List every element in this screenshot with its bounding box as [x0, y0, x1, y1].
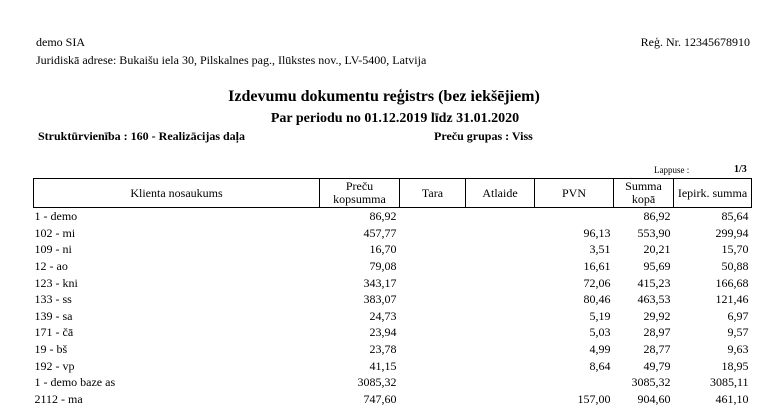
- cell-tare: [400, 208, 466, 225]
- cell-sum-total: 20,21: [643, 242, 671, 257]
- cell-goods-total: 383,07: [363, 292, 397, 307]
- cell-discount: [466, 258, 535, 275]
- table-row: [34, 291, 752, 308]
- cell-goods-total: 24,73: [369, 308, 397, 323]
- cell-discount: [466, 324, 535, 341]
- page-number: 1/3: [734, 164, 747, 175]
- cell-tare: [400, 308, 466, 325]
- table-body: [34, 208, 752, 408]
- cell-client: 19 - bš: [34, 342, 68, 357]
- cell-purchase-sum: 3085,11: [709, 375, 749, 390]
- cell-discount: [466, 391, 535, 408]
- table-row: [34, 357, 752, 374]
- cell-sum-total: 553,90: [637, 225, 671, 240]
- col-header-vat: PVN: [535, 179, 614, 208]
- cell-vat: 80,46: [583, 292, 611, 307]
- cell-client: 133 - ss: [34, 292, 72, 307]
- col-header-sum-total: Summa kopā: [614, 179, 674, 208]
- cell-goods-total: 16,70: [369, 242, 397, 257]
- structural-unit: Struktūrvienība : 160 - Realizācijas daļa: [38, 129, 245, 143]
- table-row: [34, 225, 752, 242]
- table-row: [34, 258, 752, 275]
- cell-client: 102 - mi: [34, 225, 76, 240]
- col-header-tare: Tara: [400, 179, 466, 208]
- registration-number: Reģ. Nr. 12345678910: [640, 35, 750, 49]
- cell-purchase-sum: 9,57: [727, 325, 749, 340]
- cell-sum-total: 28,77: [643, 342, 671, 357]
- cell-vat: 3,51: [589, 242, 611, 257]
- page-label: Lappuse :: [654, 165, 690, 175]
- cell-client: 12 - ao: [34, 259, 68, 274]
- cell-vat: [535, 374, 614, 391]
- company-name: demo SIA: [36, 35, 85, 49]
- table-row: [34, 341, 752, 358]
- cell-vat: 72,06: [583, 275, 611, 290]
- report-title: Izdevumu dokumentu reģistrs (bez iekšējiem): [228, 88, 540, 105]
- cell-sum-total: 904,60: [637, 391, 671, 406]
- cell-purchase-sum: 461,10: [715, 391, 749, 406]
- cell-client: 171 - čā: [34, 325, 74, 340]
- cell-tare: [400, 258, 466, 275]
- legal-address: Juridiskā adrese: Bukaišu iela 30, Pilskalnes pag., Ilūkstes nov., LV-5400, Latvija: [36, 53, 427, 67]
- cell-goods-total: 457,77: [363, 225, 397, 240]
- cell-sum-total: 28,97: [643, 325, 671, 340]
- table-row: [34, 241, 752, 258]
- cell-discount: [466, 341, 535, 358]
- cell-vat: 157,00: [577, 391, 611, 406]
- cell-goods-total: 23,94: [369, 325, 397, 340]
- cell-discount: [466, 374, 535, 391]
- cell-client: 109 - ni: [34, 242, 72, 257]
- cell-vat: 5,03: [589, 325, 611, 340]
- cell-purchase-sum: 299,94: [715, 225, 749, 240]
- register-table: [33, 178, 752, 407]
- cell-purchase-sum: 6,97: [727, 308, 749, 323]
- goods-group: Preču grupas : Viss: [434, 129, 533, 143]
- cell-purchase-sum: 50,88: [721, 259, 749, 274]
- cell-goods-total: 86,92: [369, 209, 397, 224]
- col-header-client: Klienta nosaukums: [34, 179, 320, 208]
- table-row: [34, 391, 752, 408]
- cell-tare: [400, 241, 466, 258]
- cell-purchase-sum: 166,68: [715, 275, 749, 290]
- cell-discount: [466, 241, 535, 258]
- table-row: [34, 308, 752, 325]
- cell-tare: [400, 274, 466, 291]
- cell-goods-total: 41,15: [369, 358, 397, 373]
- cell-sum-total: 3085,32: [631, 375, 671, 390]
- cell-tare: [400, 357, 466, 374]
- cell-goods-total: 3085,32: [357, 375, 397, 390]
- cell-client: 192 - vp: [34, 358, 75, 373]
- cell-vat: 5,19: [589, 308, 611, 323]
- table-row: [34, 324, 752, 341]
- cell-sum-total: 49,79: [643, 358, 671, 373]
- cell-client: 2112 - ma: [34, 391, 83, 406]
- cell-vat: 8,64: [589, 358, 611, 373]
- table-row: [34, 208, 752, 225]
- cell-purchase-sum: 121,46: [715, 292, 749, 307]
- cell-vat: [535, 208, 614, 225]
- cell-discount: [466, 308, 535, 325]
- cell-purchase-sum: 9,63: [727, 342, 749, 357]
- cell-discount: [466, 357, 535, 374]
- cell-purchase-sum: 15,70: [721, 242, 749, 257]
- cell-tare: [400, 374, 466, 391]
- cell-client: 1 - demo: [34, 209, 78, 224]
- cell-sum-total: 463,53: [637, 292, 671, 307]
- cell-discount: [466, 274, 535, 291]
- cell-sum-total: 415,23: [637, 275, 671, 290]
- cell-goods-total: 79,08: [369, 259, 397, 274]
- cell-purchase-sum: 85,64: [721, 209, 749, 224]
- cell-vat: 4,99: [589, 342, 611, 357]
- table-row: [34, 374, 752, 391]
- col-header-goods-total: Preču kopsumma: [320, 179, 400, 208]
- cell-discount: [466, 291, 535, 308]
- cell-tare: [400, 341, 466, 358]
- cell-goods-total: 23,78: [369, 342, 397, 357]
- cell-sum-total: 29,92: [643, 308, 671, 323]
- table-row: [34, 274, 752, 291]
- cell-discount: [466, 225, 535, 242]
- report-period: Par periodu no 01.12.2019 līdz 31.01.2020: [270, 111, 520, 126]
- cell-tare: [400, 225, 466, 242]
- cell-client: 1 - demo baze as: [34, 375, 116, 390]
- cell-vat: 16,61: [583, 259, 611, 274]
- cell-client: 139 - sa: [34, 308, 73, 323]
- col-header-purchase-sum: Iepirk. summa: [674, 179, 752, 208]
- cell-goods-total: 747,60: [363, 391, 397, 406]
- cell-tare: [400, 391, 466, 408]
- cell-goods-total: 343,17: [363, 275, 397, 290]
- cell-discount: [466, 208, 535, 225]
- cell-tare: [400, 291, 466, 308]
- cell-sum-total: 95,69: [643, 259, 671, 274]
- cell-vat: 96,13: [583, 225, 611, 240]
- cell-tare: [400, 324, 466, 341]
- table-header-row: [34, 179, 752, 208]
- cell-sum-total: 86,92: [643, 209, 671, 224]
- col-header-discount: Atlaide: [466, 179, 535, 208]
- cell-client: 123 - kni: [34, 275, 78, 290]
- cell-purchase-sum: 18,95: [721, 358, 749, 373]
